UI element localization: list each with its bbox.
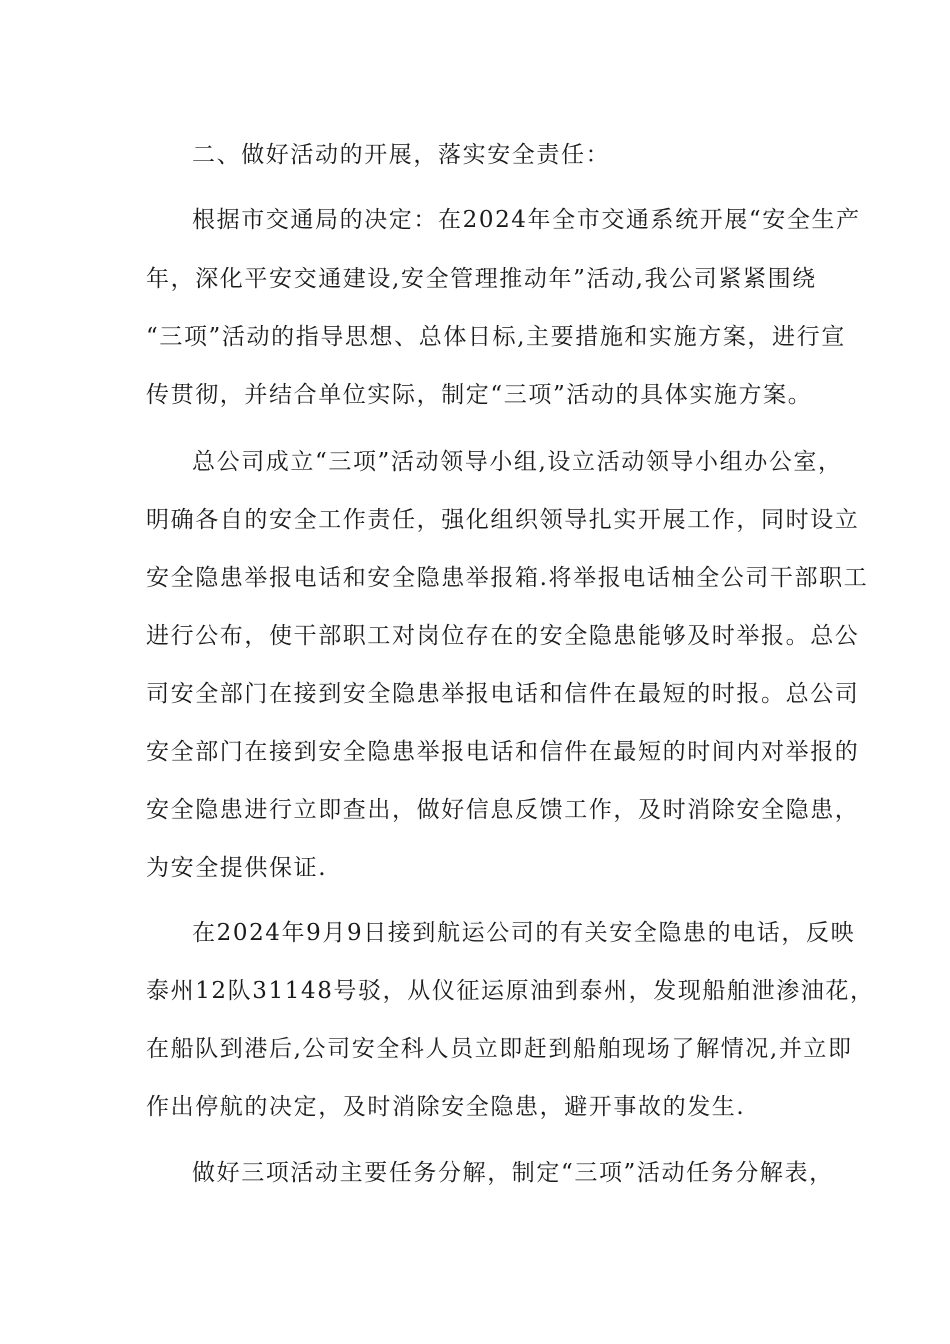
paragraph-line: 安全隐患进行立即查出，做好信息反馈工作，及时消除安全隐患， bbox=[146, 797, 860, 823]
paragraph-line: 做好三项活动主要任务分解，制定“三项”活动任务分解表， bbox=[192, 1160, 834, 1186]
paragraph-line: 总公司成立“三项”活动领导小组,设立活动领导小组办公室， bbox=[192, 449, 843, 475]
paragraph-line: 司安全部门在接到安全隐患举报电话和信件在最短的时报。总公司 bbox=[146, 681, 860, 707]
paragraph-line: 安全部门在接到安全隐患举报电话和信件在最短的时间内对举报的 bbox=[146, 739, 860, 765]
paragraph-line: 明确各自的安全工作责任，强化组织领导扎实开展工作，同时设立 bbox=[146, 507, 860, 533]
paragraph-line: 进行公布，使干部职工对岗位存在的安全隐患能够及时举报。总公 bbox=[146, 623, 860, 649]
paragraph-line: 为安全提供保证. bbox=[146, 855, 328, 881]
paragraph-line: 在2024年9月9日接到航运公司的有关安全隐患的电话，反映 bbox=[192, 920, 856, 946]
paragraph-line: 年，深化平安交通建设,安全管理推动年”活动,我公司紧紧围绕 bbox=[146, 266, 817, 292]
paragraph-line: 安全隐患举报电话和安全隐患举报箱.将举报电话柚全公司干部职工 bbox=[146, 565, 869, 591]
paragraph-line: 作出停航的决定，及时消除安全隐患，避开事故的发生. bbox=[146, 1094, 746, 1120]
paragraph-line: “三项”活动的指导思想、总体日标,主要措施和实施方案，进行宣 bbox=[146, 324, 846, 350]
section-heading: 二、做好活动的开展，落实安全责任： bbox=[192, 142, 611, 168]
paragraph-line: 泰州12队31148号驳，从仪征运原油到泰州，发现船舶泄渗油花， bbox=[146, 978, 875, 1004]
paragraph-line: 在船队到港后,公司安全科人员立即赶到船舶现场了解情况,并立即 bbox=[146, 1036, 853, 1062]
paragraph-line: 传贯彻，并结合单位实际，制定“三项”活动的具体实施方案。 bbox=[146, 382, 813, 408]
paragraph-line: 根据市交通局的决定：在2024年全市交通系统开展“安全生产 bbox=[192, 207, 861, 233]
